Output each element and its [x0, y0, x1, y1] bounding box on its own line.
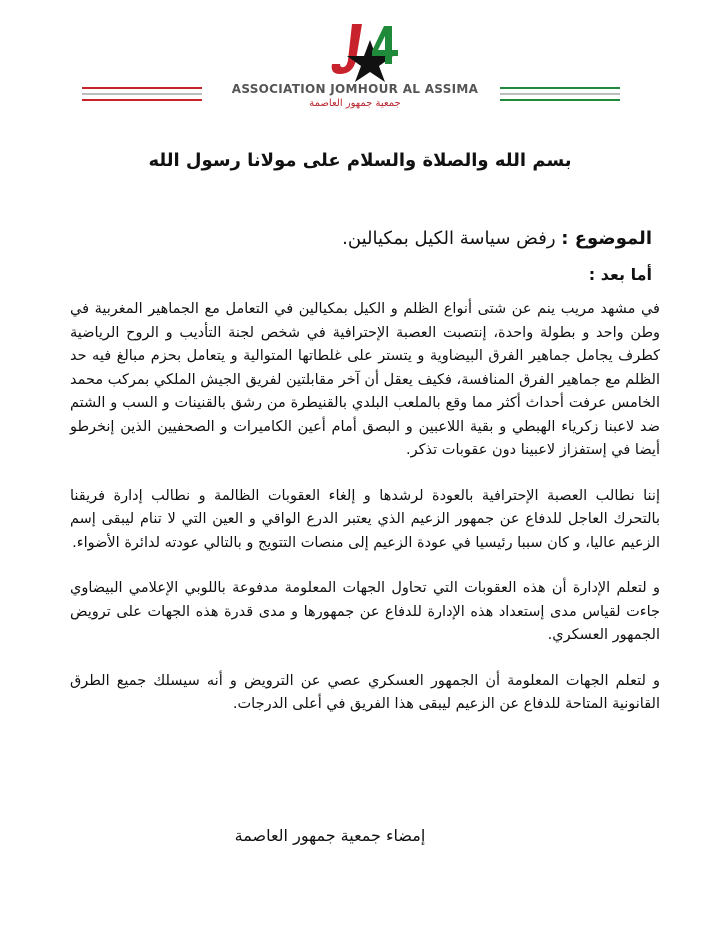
- paragraph-4: و لتعلم الجهات المعلومة أن الجمهور العسكري عصي عن الترويض و أنه سيسلك جميع الطرق القانونية المتاحة للدفاع عن الزعيم ليبقى هذا الفريق في أعلى الدرجات.: [70, 672, 660, 712]
- logo-j-shape: [332, 24, 362, 74]
- paragraph-3: و لتعلم الإدارة أن هذه العقوبات التي تحاول الجهات المعلومة مدفوعة باللوبي الإعلامي البيضاوي جاءت لقياس مدى إستعداد هذه الإدارة للدفاع عن جمهورها و مدى قدرة هذه الجهات على ترويض الجمهور العسكري.: [70, 580, 660, 643]
- letter-body: [70, 298, 660, 739]
- left-red-stripes: [82, 87, 202, 105]
- paragraph-1: في مشهد مريب ينم عن شتى أنواع الظلم و الكيل بمكيالين في التعامل مع الجماهير المغربية في وطن واحد و بطولة واحدة، إنتصبت العصبة الإحترافية في شخص لجنة التأديب و الروح الرياضية كطرف يجامل جماهير الفرق البيضاوية و يتستر على غلطاتها المتوالية و يتعامل بحزم مبالغ فيه حد الظلم مع جماهير الفرق المنافسة، فكيف يعقل أن آخر مقابلتين لفريق الجيش الملكي بمركب محمد الخامس عرفت أحداث أكثر مما وقع بالملعب البلدي بالقنيطرة من رشق بالقنينات و السب و الشتم ضد لاعبنا زكرياء الهبطي و بقية اللاعبين و البصق أمام أعين الكاميرات و الصحفيين الذين إنخرطو أيضا في إستفزاز لاعبينا دون عقوبات تذكر.: [69, 301, 660, 458]
- right-green-stripes: [500, 87, 620, 105]
- subject-label: الموضوع :: [561, 228, 652, 249]
- letter-intro: أما بعد :: [588, 265, 652, 284]
- subject-text: رفض سياسة الكيل بمكيالين.: [342, 228, 556, 249]
- association-name: ASSOCIATION JOMHOUR AL ASSIMA: [231, 82, 479, 96]
- letterhead: [0, 0, 720, 130]
- letter-subject: [342, 228, 652, 249]
- signature: إمضاء جمعية جمهور العاصمة: [234, 826, 426, 845]
- association-logo: [318, 20, 408, 88]
- association-name-arabic: جمعية جمهور العاصمة: [309, 98, 401, 109]
- basmala: بسم الله والصلاة والسلام على مولانا رسول الله: [148, 150, 572, 171]
- paragraph-2: إننا نطالب العصبة الإحترافية بالعودة لرشدها و إلغاء العقوبات الظالمة و نطالب إدارة فريقنا بالتحرك العاجل للدفاع عن جمهور الزعيم الذي يعتبر الدرع الواقي و العين التي لا تنام ليبقى إسم الزعيم عاليا، و كان سببا رئيسيا في عودة الزعيم إلى منصات التتويج و بالتالي عودته لدائرة الأضواء.: [70, 487, 660, 551]
